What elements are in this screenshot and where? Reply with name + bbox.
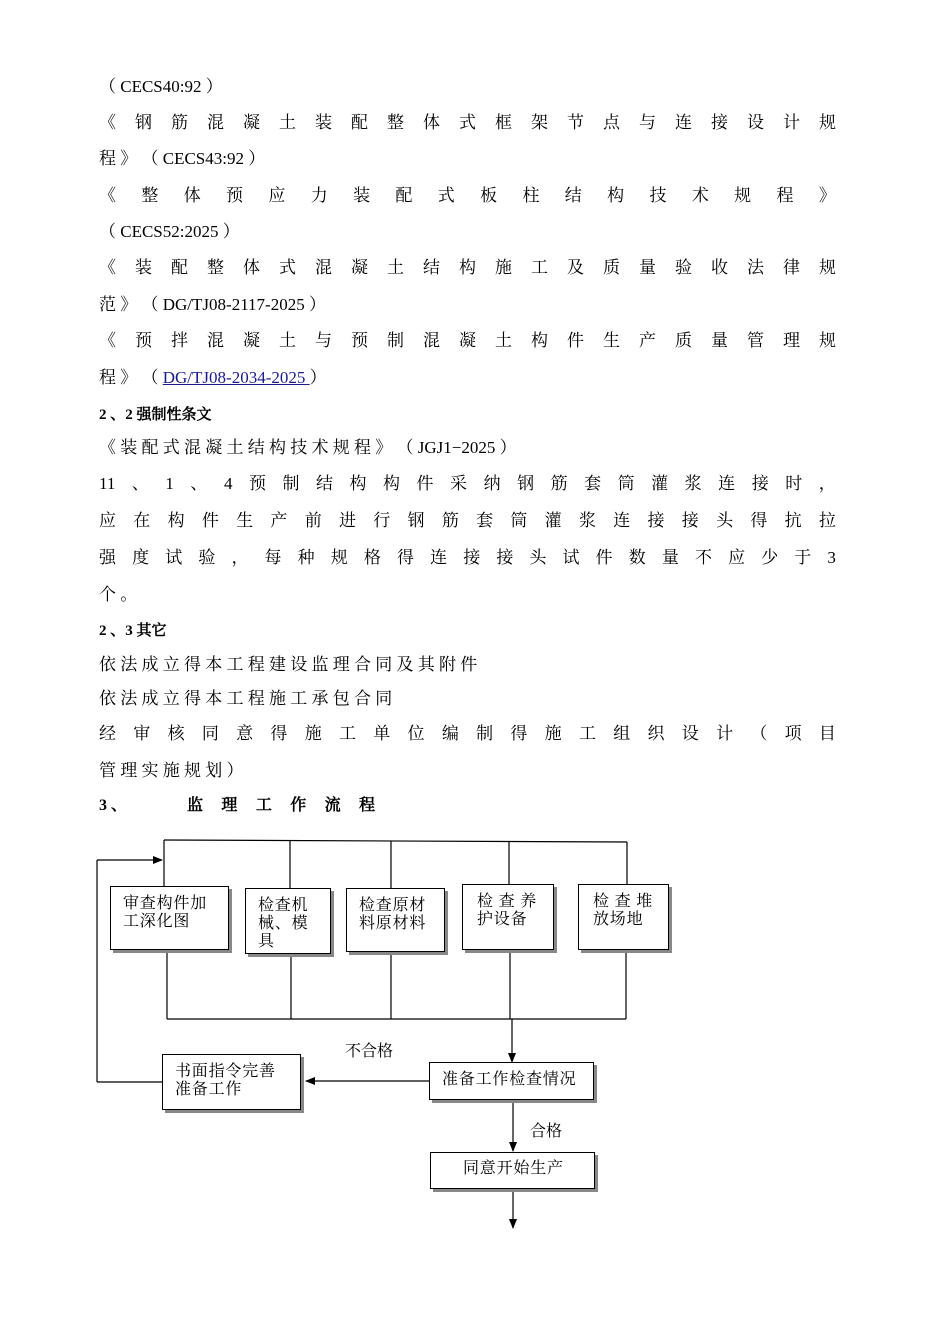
box-check-curing: 检 查 养护设备 <box>462 884 554 950</box>
section-heading-2-3: 2 、3 其它 <box>99 623 167 639</box>
box-check-storage: 检 查 堆放场地 <box>578 884 669 950</box>
box-written-instruction: 书面指令完善准备工作 <box>162 1054 301 1110</box>
ref-line-2: 《 钢 筋 混 凝 土 装 配 整 体 式 框 架 节 点 与 连 接 设 计 规 <box>99 113 836 132</box>
other-line-2: 依 法 成 立 得 本 工 程 施 工 承 包 合 同 <box>99 689 393 708</box>
section-heading-3-number: 3 、 <box>99 797 128 814</box>
clause-line-1: 11 、 1 、 4 预 制 结 构 构 件 采 纳 钢 筋 套 筒 灌 浆 连 接 时 ， <box>99 474 836 493</box>
box-review-drawings: 审查构件加工深化图 <box>110 886 229 950</box>
section-heading-2-2: 2 、2 强制性条文 <box>99 407 212 423</box>
label-fail: 不合格 <box>345 1043 394 1060</box>
ref-dg2034-prefix: 程 》 （ <box>99 368 163 387</box>
box-approve-production: 同意开始生产 <box>430 1152 595 1189</box>
clause-line-4: 个 。 <box>99 585 138 604</box>
ref-cecs40: （ CECS40:92 ） <box>99 77 223 96</box>
other-line-4: 管 理 实 施 规 划 ） <box>99 761 244 780</box>
other-line-1: 依 法 成 立 得 本 工 程 建 设 监 理 合 同 及 其 附 件 <box>99 655 478 674</box>
ref-dg2117: 范 》 （ DG/TJ08-2117-2025 ） <box>99 295 326 314</box>
clause-line-2: 应 在 构 件 生 产 前 进 行 钢 筋 套 筒 灌 浆 连 接 接 头 得 抗 拉 <box>99 511 836 530</box>
section-heading-3-title: 监 理 工 作 流 程 <box>187 797 383 814</box>
ref-cecs43: 程 》 （ CECS43:92 ） <box>99 149 266 168</box>
standard-link[interactable]: DG/TJ08-2034-2025 <box>162 368 310 387</box>
box-prep-inspection: 准备工作检查情况 <box>429 1062 594 1100</box>
ref-cecs52: （ CECS52:2025 ） <box>99 222 240 241</box>
ref-jgj1: 《 装 配 式 混 凝 土 结 构 技 术 规 程 》 （ JGJ1−2025 ） <box>99 438 517 457</box>
ref-line-4: 《 整 体 预 应 力 装 配 式 板 柱 结 构 技 术 规 程 》 <box>99 186 836 205</box>
box-check-materials: 检查原材料原材料 <box>346 888 445 952</box>
ref-line-6: 《 装 配 整 体 式 混 凝 土 结 构 施 工 及 质 量 验 收 法 律 规 <box>99 258 836 277</box>
ref-line-8: 《 预 拌 混 凝 土 与 预 制 混 凝 土 构 件 生 产 质 量 管 理 规 <box>99 331 836 350</box>
clause-line-3: 强 度 试 验 ， 每 种 规 格 得 连 接 接 头 试 件 数 量 不 应 少 于 3 <box>99 548 836 567</box>
other-line-3: 经 审 核 同 意 得 施 工 单 位 编 制 得 施 工 组 织 设 计 （ 项 目 <box>99 724 836 743</box>
label-pass: 合格 <box>530 1123 563 1140</box>
box-check-machinery: 检查机械、模具 <box>245 888 331 954</box>
ref-dg2034-suffix: ） <box>309 368 327 387</box>
